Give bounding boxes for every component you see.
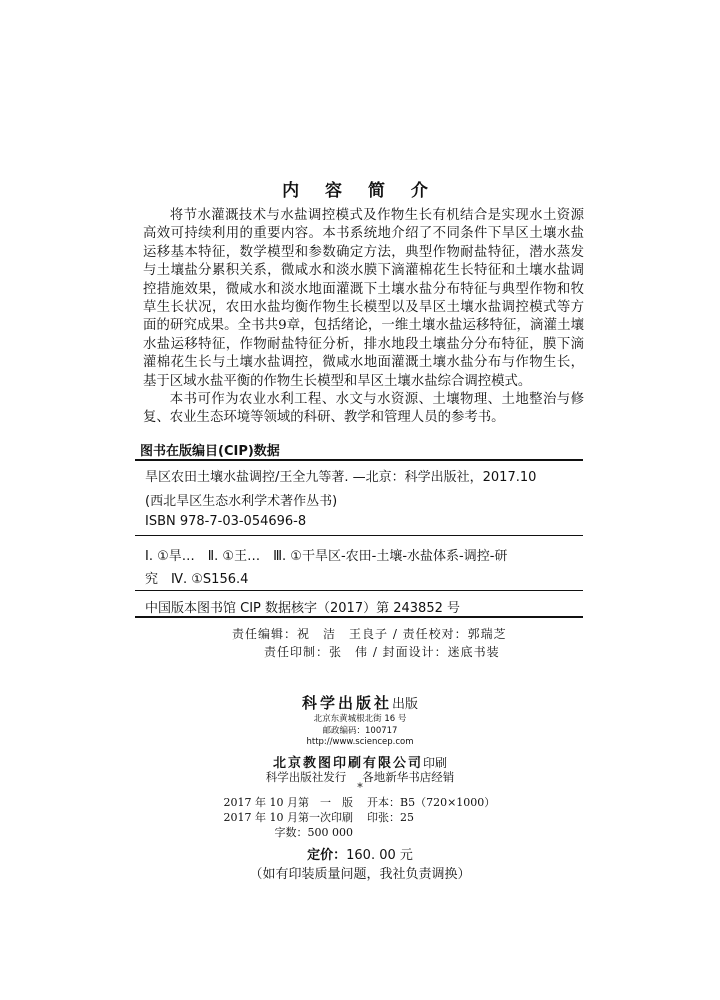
cip-divider bbox=[135, 590, 583, 591]
cip-divider bbox=[135, 535, 583, 536]
cip-top-rule bbox=[135, 459, 583, 461]
publisher-address: 北京东黄城根北街 16 号 bbox=[313, 714, 407, 724]
intro-body bbox=[143, 207, 584, 428]
publisher-logo: 科学出版社 bbox=[301, 694, 392, 712]
publisher-postcode: 邮政编码：100717 bbox=[322, 726, 398, 736]
cip-isbn: ISBN 978-7-03-054696-8 bbox=[145, 514, 307, 529]
publisher-line bbox=[0, 692, 720, 713]
book-format: 开本：B5（720×1000） bbox=[367, 796, 496, 809]
sellers: 各地新华书店经销 bbox=[362, 770, 455, 784]
cip-classification-2: 究 Ⅳ. ①S156.4 bbox=[145, 572, 249, 587]
publisher-suffix: 出版 bbox=[392, 697, 419, 712]
intro-title: 内 容 简 介 bbox=[282, 181, 438, 201]
printer-logo: 北京教图印刷有限公司 bbox=[272, 756, 423, 771]
price-label: 定价： bbox=[307, 848, 347, 863]
distributor: 科学出版社发行 bbox=[265, 770, 347, 784]
printing-date: 2017 年 10 月第一次印刷 bbox=[223, 811, 353, 824]
edition-date: 2017 年 10 月第 一 版 bbox=[223, 796, 353, 809]
cip-heading: 图书在版编目(CIP)数据 bbox=[140, 444, 280, 459]
quality-notice: （如有印装质量问题，我社负责调换） bbox=[249, 867, 471, 882]
word-count: 字数：500 000 bbox=[274, 826, 353, 839]
editor-line: 责任编辑：祝 洁 王良子 / 责任校对：郭瑞芝 bbox=[232, 627, 507, 641]
edition-specs bbox=[0, 795, 720, 840]
publisher-website: http://www.sciencep.com bbox=[306, 737, 414, 747]
intro-paragraph: 本书可作为农业水利工程、水文与水资源、土壤物理、土地整治与修复、农业生态环境等领域的科研、教学和管理人员的参考书。 bbox=[143, 392, 584, 426]
price-amount: 160. 00 元 bbox=[346, 848, 413, 863]
print-sheets: 印张：25 bbox=[367, 811, 414, 824]
intro-paragraph: 将节水灌溉技术与水盐调控模式及作物生长有机结合是实现水土资源高效可持续利用的重要内容。本书系统地介绍了不同条件下旱区土壤水盐运移基本特征，数学模型和参数确定方法，典型作物耐盐特征，潜水蒸发与土壤盐分累积关系，微咸水和淡水膜下滴灌棉花生长特征和土壤水盐调控措施效果，微咸水和淡水地面灌溉下土壤水盐分布特征与典型作物和牧草生长状况，农田水盐均衡作物生长模型以及旱区土壤水盐调控模式等方面的研究成果。全书共9章，包括绪论，一维土壤水盐运移特征，滴灌土壤水盐运移特征，作物耐盐特征分析，排水地段土壤盐分分布特征，膜下滴灌棉花生长与土壤水盐调控，微咸水地面灌溉土壤水盐分布与作物生长，基于区域水盐平衡的作物生长模型和旱区土壤水盐综合调控模式。 bbox=[143, 208, 584, 389]
cip-bottom-rule bbox=[135, 616, 583, 618]
separator-star: * bbox=[357, 781, 363, 794]
printer-suffix: 印刷 bbox=[423, 756, 448, 770]
cip-title-line: 旱区农田土壤水盐调控/王全九等著. —北京：科学出版社，2017.10 bbox=[145, 470, 537, 485]
production-line: 责任印制：张 伟 / 封面设计：迷底书装 bbox=[264, 645, 500, 659]
cip-record: 中国版本图书馆 CIP 数据核字（2017）第 243852 号 bbox=[145, 601, 460, 616]
cip-classification-1: Ⅰ. ①旱… Ⅱ. ①王… Ⅲ. ①干旱区-农田-土壤-水盐体系-调控-研 bbox=[145, 549, 508, 564]
cip-series-line: (西北旱区生态水利学术著作丛书) bbox=[145, 494, 338, 509]
price-line bbox=[0, 844, 720, 863]
